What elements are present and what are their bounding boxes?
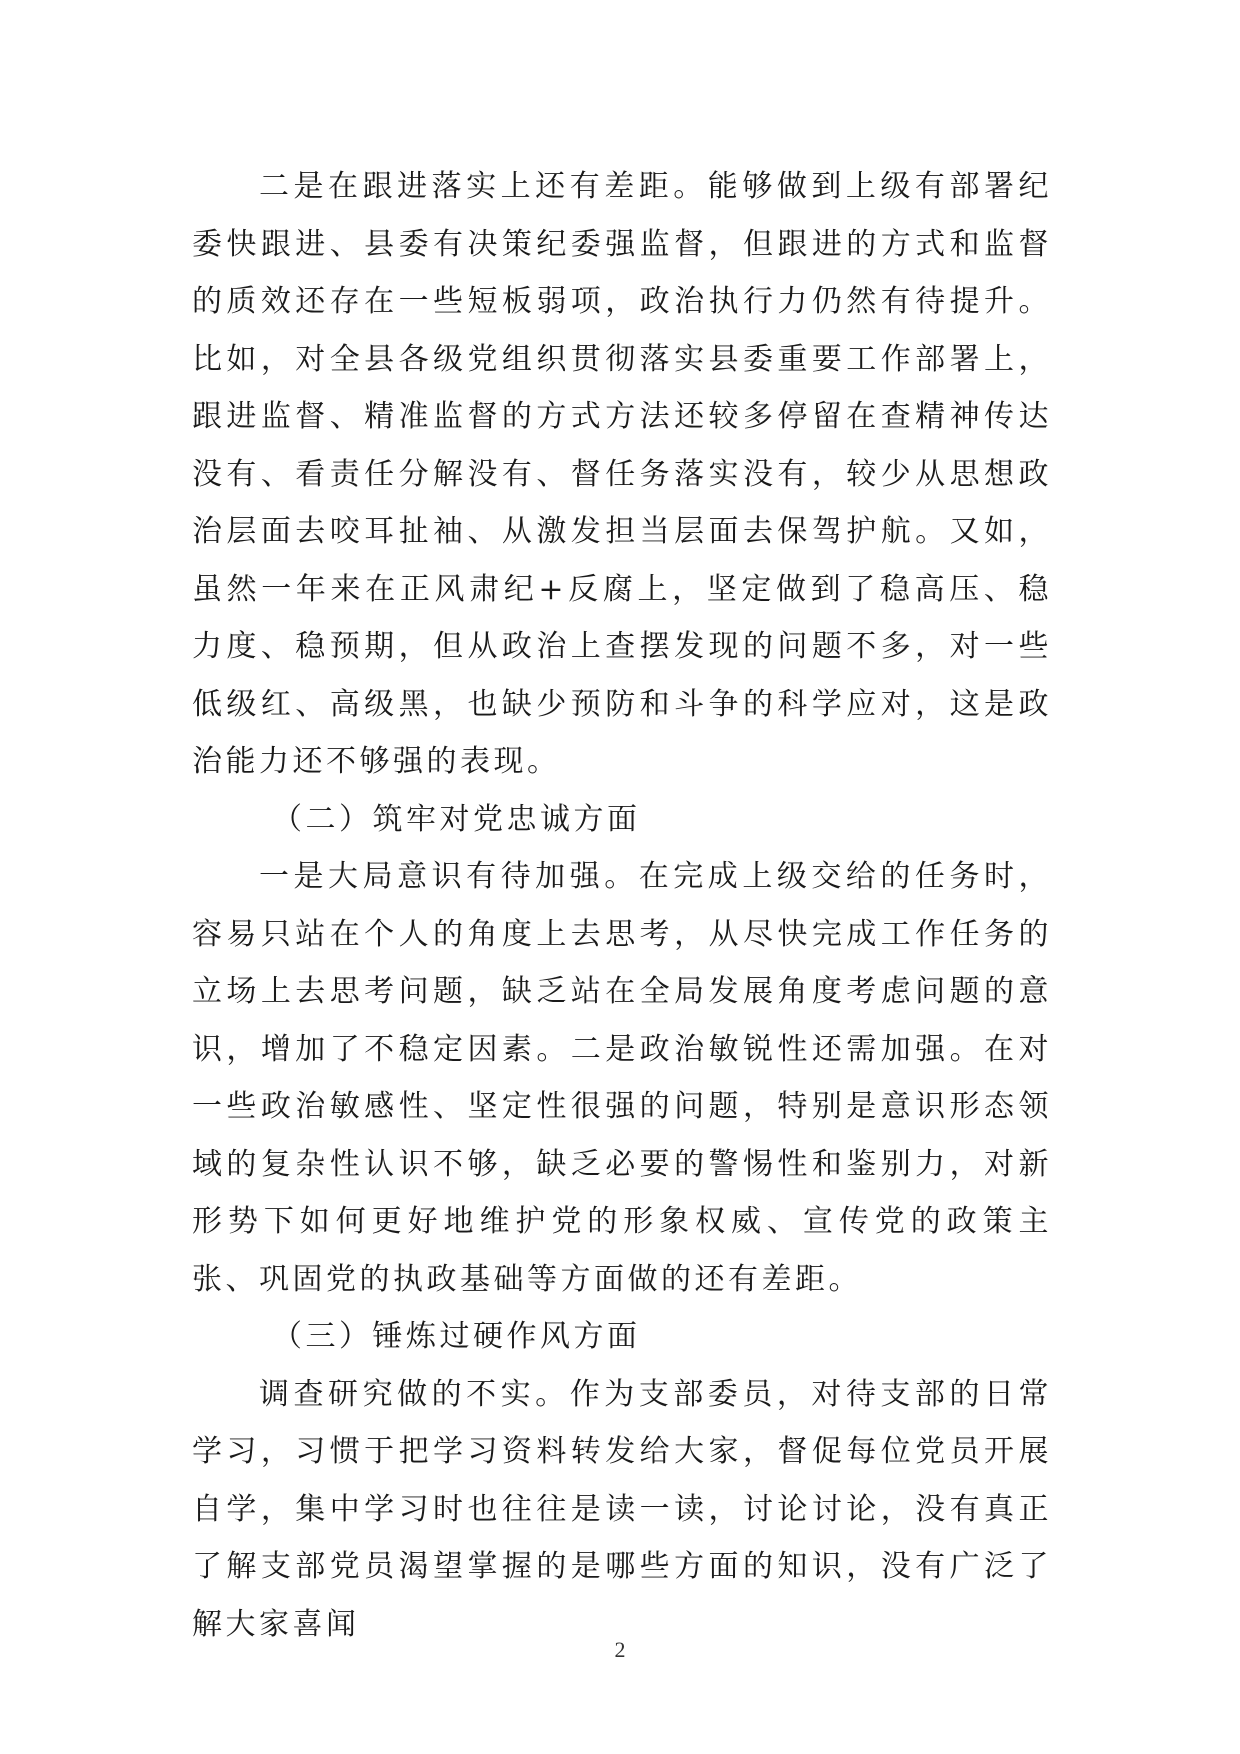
paragraph-investigation: 调查研究做的不实。作为支部委员，对待支部的日常学习，习惯于把学习资料转发给大家，督促每位党员开展自学，集中学习时也往往是读一读，讨论讨论，没有真正了解支部党员渴望掌握的是哪些方面的知识，没有广泛了解大家喜闻: [192, 1376, 1052, 1642]
paragraph-follow-up-gap: 二是在跟进落实上还有差距。能够做到上级有部署纪委快跟进、县委有决策纪委强监督，但跟进的方式和监督的质效还存在一些短板弱项，政治执行力仍然有待提升。比如，对全县各级党组织贯彻落实县委重要工作部署上，跟进监督、精准监督的方式方法还较多停留在查精神传达没有、看责任分解没有、督任务落实没有，较少从思想政治层面去咬耳扯袖、从激发担当层面去保驾护航。又如，虽然一年来在正风肃纪+反腐上，坚定做到了稳高压、稳力度、稳预期，但从政治上查摆发现的问题不多，对一些低级红、高级黑，也缺少预防和斗争的科学应对，这是政治能力还不够强的表现。: [192, 169, 1052, 779]
document-body: [192, 158, 1052, 1653]
section-heading-loyalty: （二）筑牢对党忠诚方面: [272, 801, 641, 837]
page-number: 2: [614, 1637, 626, 1662]
section-heading-work-style: （三）锤炼过硬作风方面: [272, 1319, 641, 1354]
paragraph-overall-awareness: 一是大局意识有待加强。在完成上级交给的任务时，容易只站在个人的角度上去思考，从尽快完成工作任务的立场上去思考问题，缺乏站在全局发展角度考虑问题的意识，增加了不稳定因素。二是政治敏锐性还需加强。在对一些政治敏感性、坚定性很强的问题，特别是意识形态领域的复杂性认识不够，缺乏必要的警惕性和鉴别力，对新形势下如何更好地维护党的形象权威、宣传党的政策主张、巩固党的执政基础等方面做的还有差距。: [192, 859, 1052, 1297]
